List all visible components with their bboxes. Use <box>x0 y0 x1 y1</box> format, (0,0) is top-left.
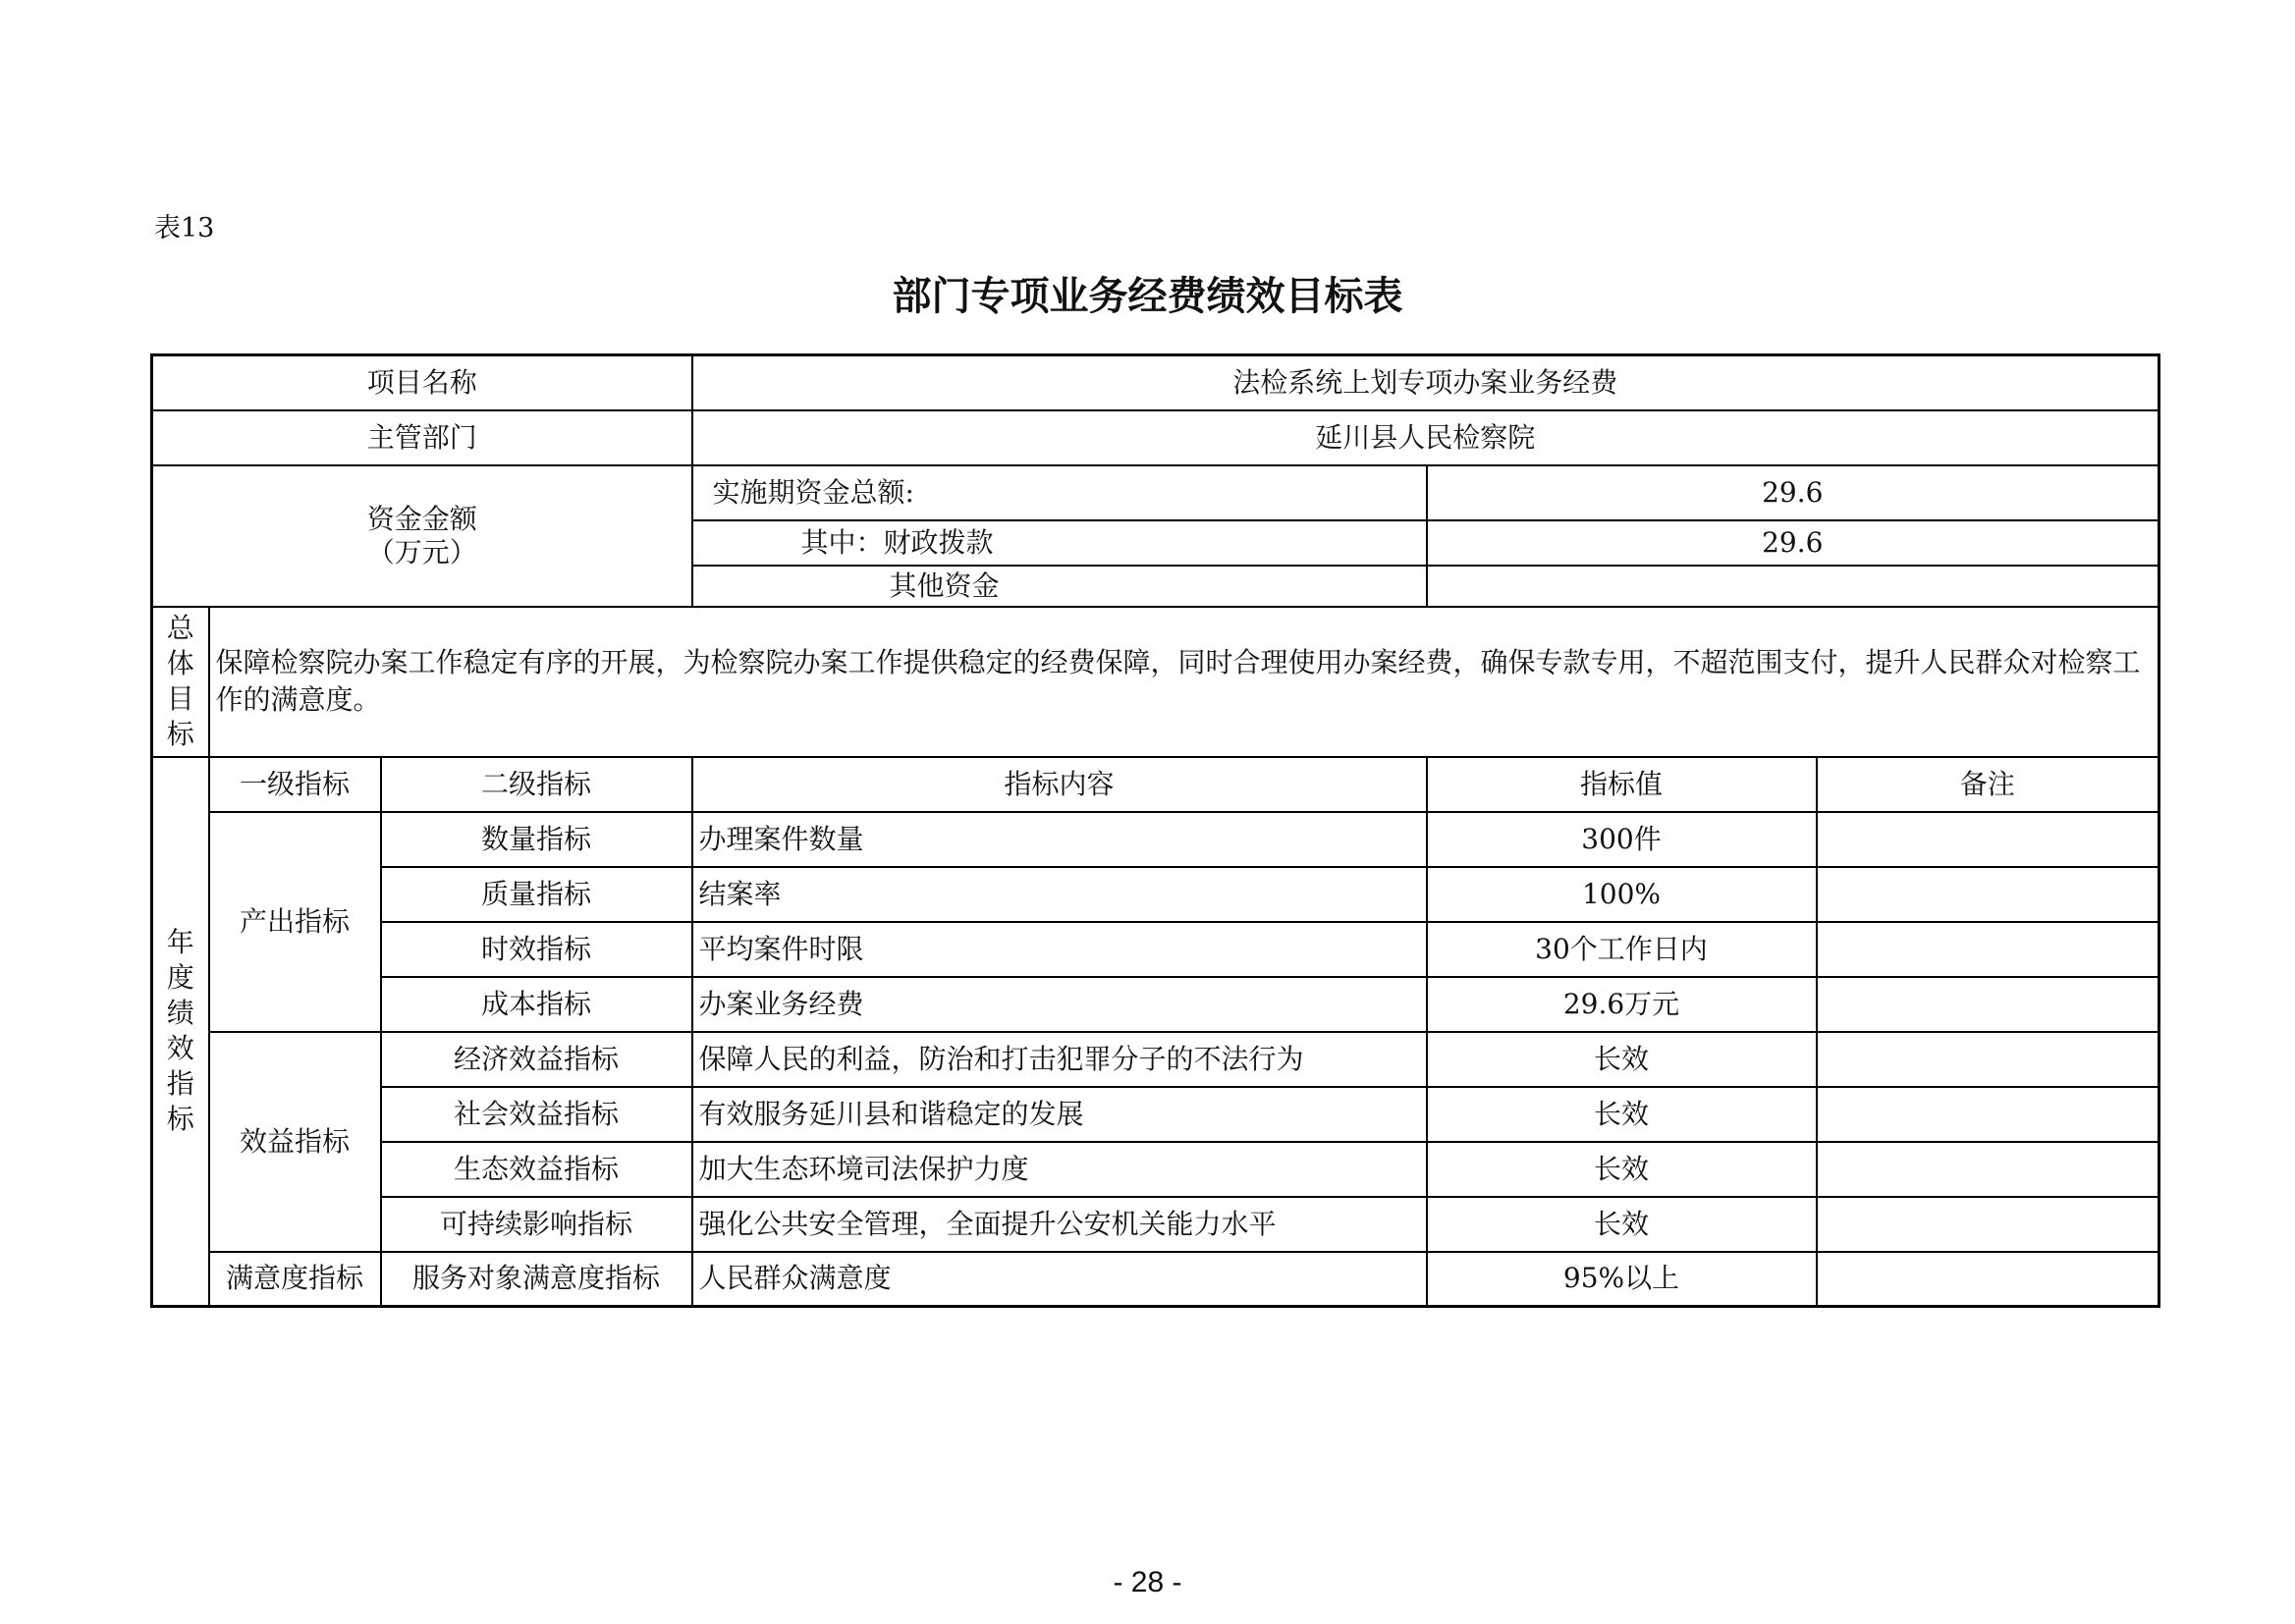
project-name-row <box>152 355 2159 410</box>
value-cell: 300件 <box>1427 812 1817 867</box>
level2-cell: 经济效益指标 <box>381 1032 692 1087</box>
table-row <box>152 1252 2159 1307</box>
remark-cell <box>1817 867 2159 922</box>
level2-cell: 可持续影响指标 <box>381 1197 692 1252</box>
overall-goal-text: 保障检察院办案工作稳定有序的开展，为检察院办案工作提供稳定的经费保障，同时合理使用办案经费，确保专款专用，不超范围支付，提升人民群众对检察工作的满意度。 <box>209 607 2159 757</box>
funding-other-label: 其他资金 <box>692 566 1427 607</box>
table-row <box>152 1142 2159 1197</box>
level2-cell: 社会效益指标 <box>381 1087 692 1142</box>
annual-indicator-label: 年度绩效指标 <box>152 757 209 1307</box>
table-row <box>152 1087 2159 1142</box>
remark-cell <box>1817 1252 2159 1307</box>
remark-cell <box>1817 1032 2159 1087</box>
table-row <box>152 1032 2159 1087</box>
content-cell: 平均案件时限 <box>692 922 1427 977</box>
table-row <box>152 922 2159 977</box>
col-value-header: 指标值 <box>1427 757 1817 812</box>
level2-cell: 质量指标 <box>381 867 692 922</box>
funding-label-line2: （万元） <box>366 535 477 568</box>
value-cell: 长效 <box>1427 1142 1817 1197</box>
performance-target-table <box>150 353 2160 1308</box>
department-label: 主管部门 <box>152 410 692 465</box>
remark-cell <box>1817 977 2159 1032</box>
col-content-header: 指标内容 <box>692 757 1427 812</box>
table-row <box>152 867 2159 922</box>
funding-label-line1: 资金金额 <box>366 502 477 535</box>
table-row <box>152 977 2159 1032</box>
content-cell: 办案业务经费 <box>692 977 1427 1032</box>
overall-goal-label: 总体目标 <box>152 607 209 757</box>
project-name-value: 法检系统上划专项办案业务经费 <box>692 355 2159 410</box>
content-cell: 结案率 <box>692 867 1427 922</box>
benefit-indicator-group: 效益指标 <box>209 1032 381 1252</box>
table-row <box>152 812 2159 867</box>
col-remark-header: 备注 <box>1817 757 2159 812</box>
remark-cell <box>1817 1087 2159 1142</box>
value-cell: 95%以上 <box>1427 1252 1817 1307</box>
page-title: 部门专项业务经费绩效目标表 <box>892 274 1403 319</box>
level2-cell: 生态效益指标 <box>381 1142 692 1197</box>
col-level2-header: 二级指标 <box>381 757 692 812</box>
funding-total-label: 实施期资金总额: <box>692 465 1427 520</box>
project-name-label: 项目名称 <box>152 355 692 410</box>
output-indicator-group: 产出指标 <box>209 812 381 1032</box>
department-value: 延川县人民检察院 <box>692 410 2159 465</box>
funding-total-value: 29.6 <box>1427 465 2159 520</box>
table-row <box>152 1197 2159 1252</box>
content-cell: 有效服务延川县和谐稳定的发展 <box>692 1087 1427 1142</box>
content-cell: 强化公共安全管理，全面提升公安机关能力水平 <box>692 1197 1427 1252</box>
remark-cell <box>1817 812 2159 867</box>
value-cell: 30个工作日内 <box>1427 922 1817 977</box>
department-row <box>152 410 2159 465</box>
content-cell: 办理案件数量 <box>692 812 1427 867</box>
content-cell: 保障人民的利益，防治和打击犯罪分子的不法行为 <box>692 1032 1427 1087</box>
remark-cell <box>1817 1197 2159 1252</box>
remark-cell <box>1817 1142 2159 1197</box>
value-cell: 长效 <box>1427 1197 1817 1252</box>
level2-cell: 服务对象满意度指标 <box>381 1252 692 1307</box>
table-number-label: 表13 <box>154 213 215 244</box>
satisfaction-indicator-group: 满意度指标 <box>209 1252 381 1307</box>
content-cell: 人民群众满意度 <box>692 1252 1427 1307</box>
indicator-header-row <box>152 757 2159 812</box>
value-cell: 长效 <box>1427 1087 1817 1142</box>
value-cell: 100% <box>1427 867 1817 922</box>
funding-other-value <box>1427 566 2159 607</box>
funding-fiscal-label: 其中：财政拨款 <box>692 520 1427 566</box>
level2-cell: 时效指标 <box>381 922 692 977</box>
funding-fiscal-value: 29.6 <box>1427 520 2159 566</box>
page-number: - 28 - <box>1113 1566 1182 1598</box>
col-level1-header: 一级指标 <box>209 757 381 812</box>
level2-cell: 成本指标 <box>381 977 692 1032</box>
value-cell: 29.6万元 <box>1427 977 1817 1032</box>
overall-goal-row <box>152 607 2159 757</box>
value-cell: 长效 <box>1427 1032 1817 1087</box>
content-cell: 加大生态环境司法保护力度 <box>692 1142 1427 1197</box>
funding-label <box>152 465 692 607</box>
level2-cell: 数量指标 <box>381 812 692 867</box>
remark-cell <box>1817 922 2159 977</box>
funding-total-row <box>152 465 2159 520</box>
